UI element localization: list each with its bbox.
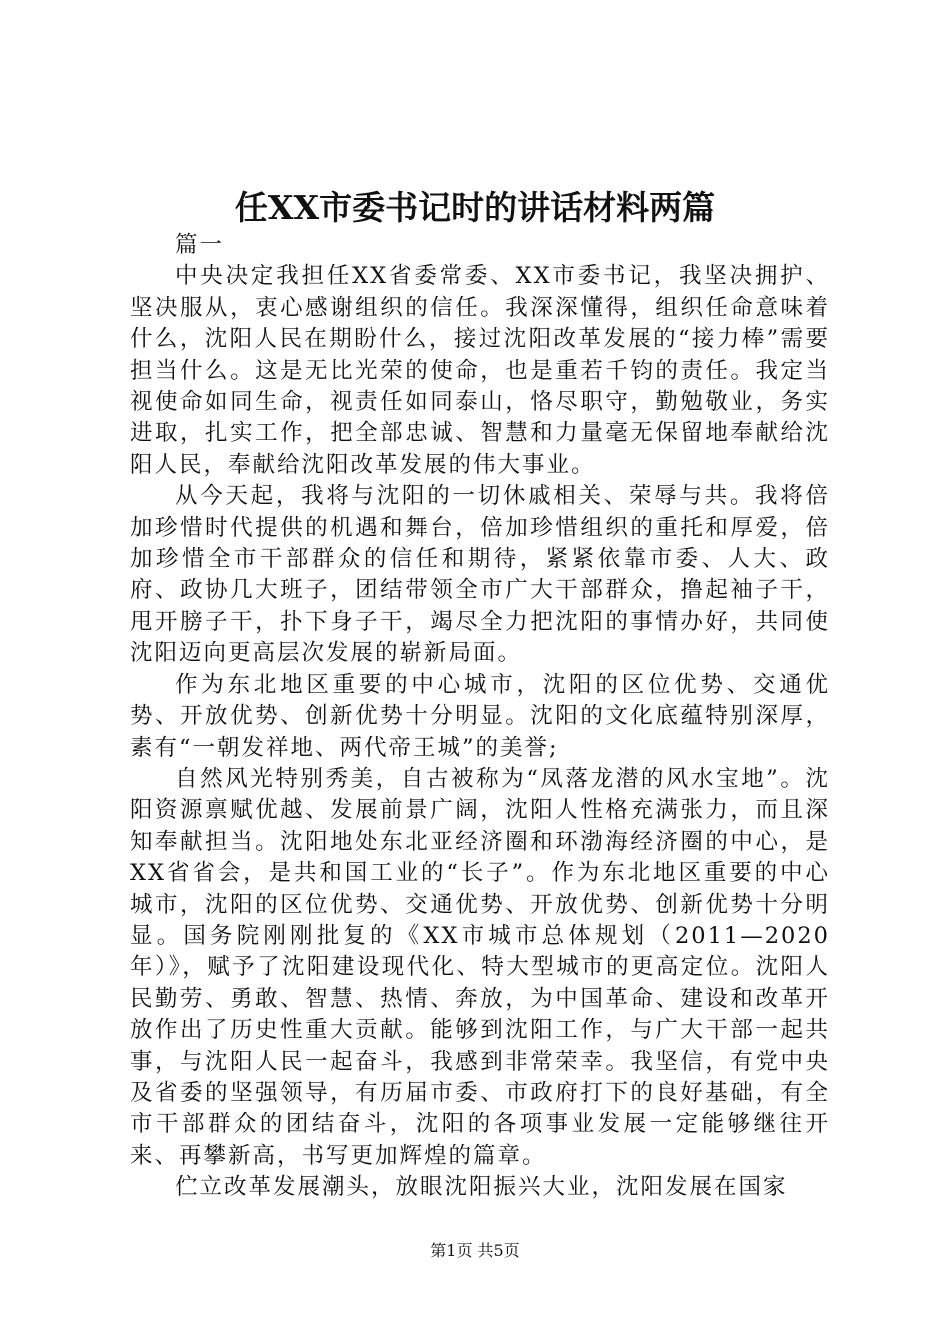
paragraph: 中央决定我担任XX省委常委、XX市委书记，我坚决拥护、坚决服从，衷心感谢组织的信任。我深深懂得，组织任命意味着什么，沈阳人民在期盼什么，接过沈阳改革发展的“接力棒”需要担当什么。这是无比光荣的使命，也是重若千钧的责任。我定当视使命如同生命，视责任如同泰山，恪尽职守，勤勉敬业，务实进取，扎实工作，把全部忠诚、智慧和力量毫无保留地奉献给沈阳人民，奉献给沈阳改革发展的伟大事业。 <box>130 263 830 478</box>
paragraph: 作为东北地区重要的中心城市，沈阳的区位优势、交通优势、开放优势、创新优势十分明显。沈阳的文化底蕴特别深厚，素有“一朝发祥地、两代帝王城”的美誉; <box>130 671 830 761</box>
paragraph: 自然风光特别秀美，自古被称为“凤落龙潜的风水宝地”。沈阳资源禀赋优越、发展前景广阔，沈阳人性格充满张力，而且深知奉献担当。沈阳地处东北亚经济圈和环渤海经济圈的中心，是XX省省会，是共和国工业的“长子”。作为东北地区重要的中心城市，沈阳的区位优势、交通优势、开放优势、创新优势十分明显。国务院刚刚批复的《XX市城市总体规划（2011—2020年）》，赋予了沈阳建设现代化、特大型城市的更高定位。沈阳人民勤劳、勇敢、智慧、热情、奔放，为中国革命、建设和改革开放作出了历史性重大贡献。能够到沈阳工作，与广大干部一起共事，与沈阳人民一起奋斗，我感到非常荣幸。我坚信，有党中央及省委的坚强领导，有历届市委、市政府打下的良好基础，有全市干部群众的团结奋斗，沈阳的各项事业发展一定能够继往开来、再攀新高，书写更加辉煌的篇章。 <box>130 765 830 1169</box>
document-body <box>130 230 830 1204</box>
section-heading: 篇一 <box>175 232 225 258</box>
page-footer: 第1页 共5页 <box>430 1241 520 1260</box>
paragraph: 从今天起，我将与沈阳的一切休戚相关、荣辱与共。我将倍加珍惜时代提供的机遇和舞台，倍加珍惜组织的重托和厚爱，倍加珍惜全市干部群众的信任和期待，紧紧依靠市委、人大、政府、政协几大班子，团结带领全市广大干部群众，撸起袖子干，甩开膀子干，扑下身子干，竭尽全力把沈阳的事情办好，共同使沈阳迈向更高层次发展的崭新局面。 <box>130 483 830 667</box>
paragraph: 伫立改革发展潮头，放眼沈阳振兴大业，沈阳发展在国家 <box>175 1174 788 1201</box>
document-title: 任XX市委书记时的讲话材料两篇 <box>234 188 716 227</box>
